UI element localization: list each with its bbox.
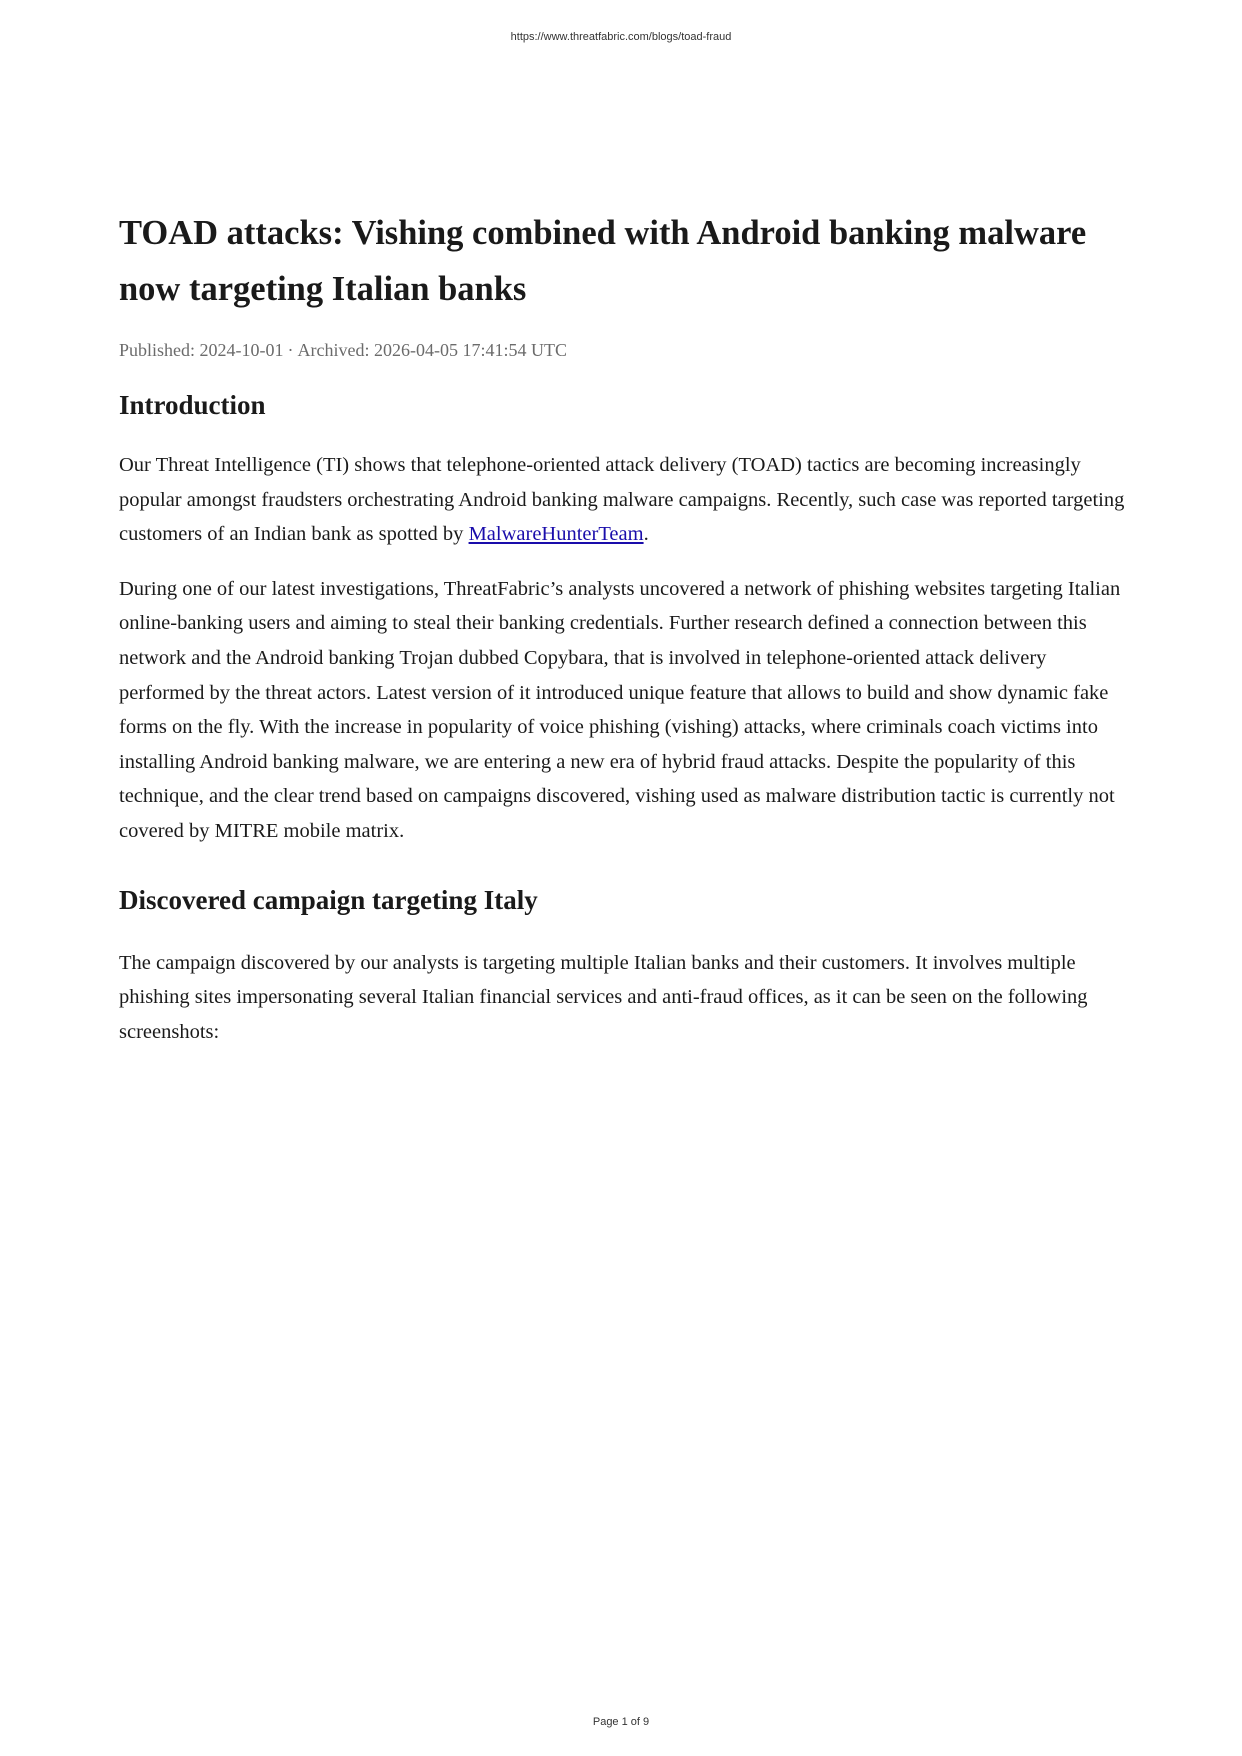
campaign-paragraph: The campaign discovered by our analysts is targeting multiple Italian banks and their customers. It involves multiple phishing sites impersonating several Italian financial services and anti-fraud offices, as it can be seen on the following screenshots: — [119, 951, 1088, 1043]
published-date: 2024-10-01 — [199, 340, 284, 360]
campaign-heading: Discovered campaign targeting Italy — [119, 884, 538, 915]
archived-date: 2026-04-05 17:41:54 UTC — [374, 340, 567, 360]
meta-separator: · — [287, 340, 294, 360]
intro-paragraph-1 — [119, 448, 1134, 552]
malwarehunterteam-link[interactable]: MalwareHunterTeam — [468, 523, 644, 546]
article-meta — [119, 337, 1134, 363]
intro-paragraph-1-text: Our Threat Intelligence (TI) shows that telephone-oriented attack delivery (TOAD) tactics are becoming increasingly popular amongst fraudsters orchestrating Android banking malware campaigns. Recently, such case was reported targeting customers of an Indian bank as spotted by — [119, 454, 1125, 546]
article-title: TOAD attacks: Vishing combined with Android banking malware now targeting Italian banks — [119, 214, 1087, 308]
page-url-header: https://www.threatfabric.com/blogs/toad-fraud — [510, 31, 732, 43]
article — [119, 205, 1134, 1049]
page-number: Page 1 of 9 — [592, 1716, 650, 1728]
intro-paragraph-1-end: . — [643, 523, 649, 546]
introduction-heading: Introduction — [119, 390, 266, 420]
archived-label: Archived: — [297, 340, 370, 360]
published-label: Published: — [119, 340, 196, 360]
intro-paragraph-2: During one of our latest investigations, ThreatFabric’s analysts uncovered a network of phishing websites targeting Italian online-banking users and aiming to steal their banking credentials. Further research defined a connection between this network and the Android banking Trojan dubbed Copybara, that is involved in telephone-oriented attack delivery performed by the threat actors. Latest version of it introduced unique feature that allows to build and show dynamic fake forms on the fly. With the increase in popularity of voice phishing (vishing) attacks, where criminals coach victims into installing Android banking malware, we are entering a new era of hybrid fraud attacks. Despite the popularity of this technique, and the clear trend based on campaigns discovered, vishing used as malware distribution tactic is currently not covered by MITRE mobile matrix. — [119, 577, 1121, 842]
